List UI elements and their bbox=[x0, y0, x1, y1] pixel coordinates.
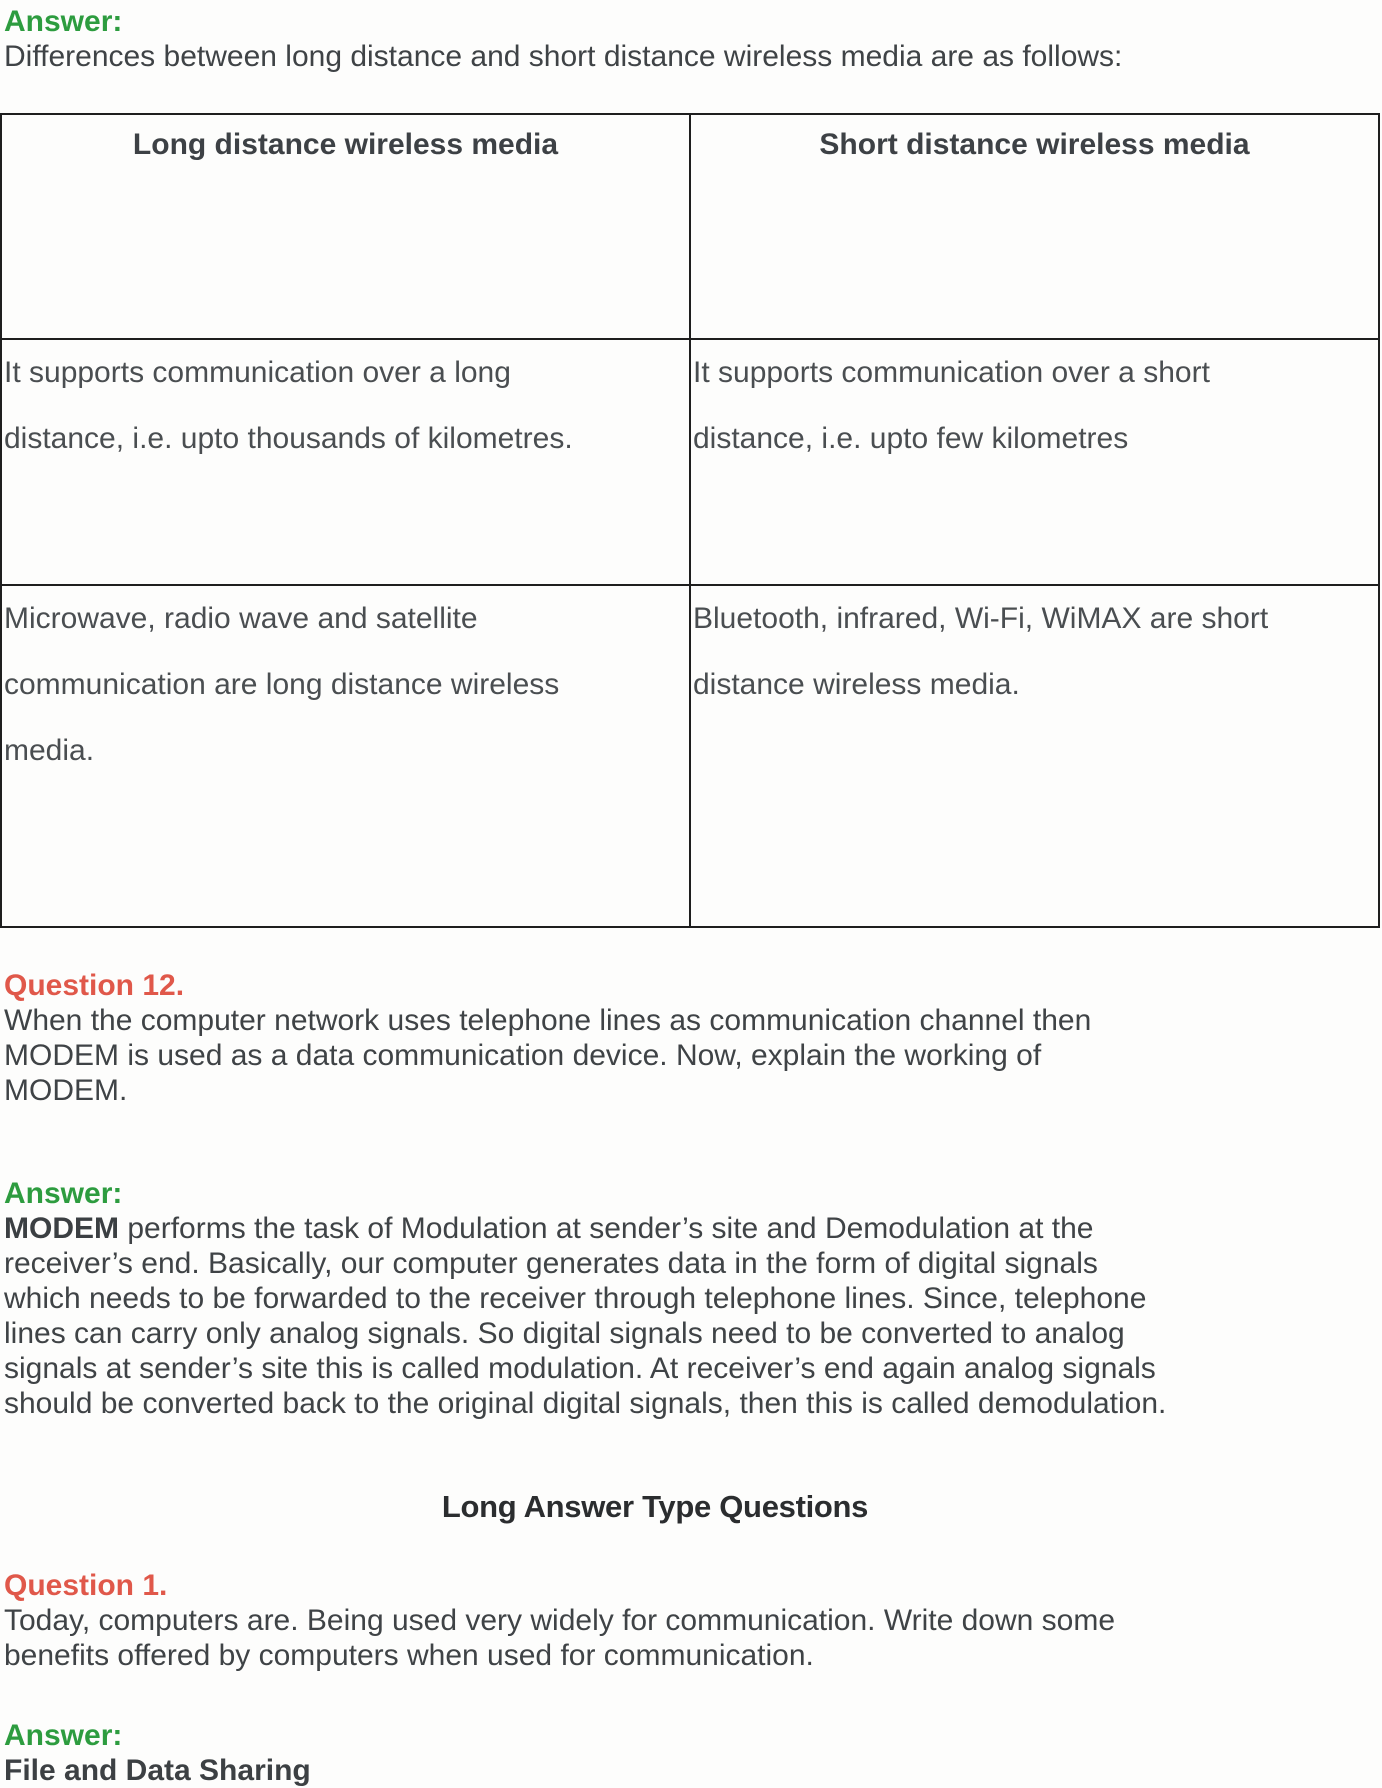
table-cell: It supports communication over a short distance, i.e. upto few kilometres bbox=[690, 339, 1379, 585]
modem-bold-lead: MODEM bbox=[4, 1212, 119, 1245]
answer-label: Answer: bbox=[4, 5, 123, 38]
question-1-label: Question 1. bbox=[4, 1569, 168, 1602]
answer-12-first-line: performs the task of Modulation at sender’s site and Demodulation at the bbox=[119, 1212, 1094, 1245]
question-12-text: When the computer network uses telephone lines as communication channel then MODEM is used as a data communication device. Now, explain the working of MODEM. bbox=[4, 1004, 1092, 1107]
section-heading-long-answer: Long Answer Type Questions bbox=[441, 1489, 869, 1524]
table-row bbox=[1, 585, 1379, 927]
question-12-label: Question 12. bbox=[4, 969, 185, 1002]
answer-label: Answer: bbox=[4, 1719, 123, 1752]
table-header-short-distance: Short distance wireless media bbox=[690, 114, 1379, 339]
answer-label: Answer: bbox=[4, 1177, 123, 1210]
answer-12-body: receiver’s end. Basically, our computer generates data in the form of digital signals which needs to be forwarded to the receiver through telephone lines. Since, telephone lines can carry only analog signals. So digital signals need to be converted to analog signals at sender’s site this is called modulation. At receiver’s end again analog signals should be converted back to the original digital signals, then this is called demodulation. bbox=[4, 1247, 1167, 1420]
question-1-text: Today, computers are. Being used very widely for communication. Write down some benefits offered by computers when used for communication. bbox=[4, 1604, 1116, 1672]
answer-12-text bbox=[0, 1211, 1382, 1421]
comparison-table bbox=[0, 113, 1380, 928]
table-cell: It supports communication over a long distance, i.e. upto thousands of kilometres. bbox=[1, 339, 690, 585]
table-cell: Bluetooth, infrared, Wi-Fi, WiMAX are short distance wireless media. bbox=[690, 585, 1379, 927]
table-cell: Microwave, radio wave and satellite communication are long distance wireless media. bbox=[1, 585, 690, 927]
table-row bbox=[1, 339, 1379, 585]
table-header-long-distance: Long distance wireless media bbox=[1, 114, 690, 339]
intro-text: Differences between long distance and short distance wireless media are as follows: bbox=[4, 40, 1123, 73]
table-header-row bbox=[1, 114, 1379, 339]
file-data-sharing-subheading: File and Data Sharing bbox=[4, 1754, 311, 1787]
